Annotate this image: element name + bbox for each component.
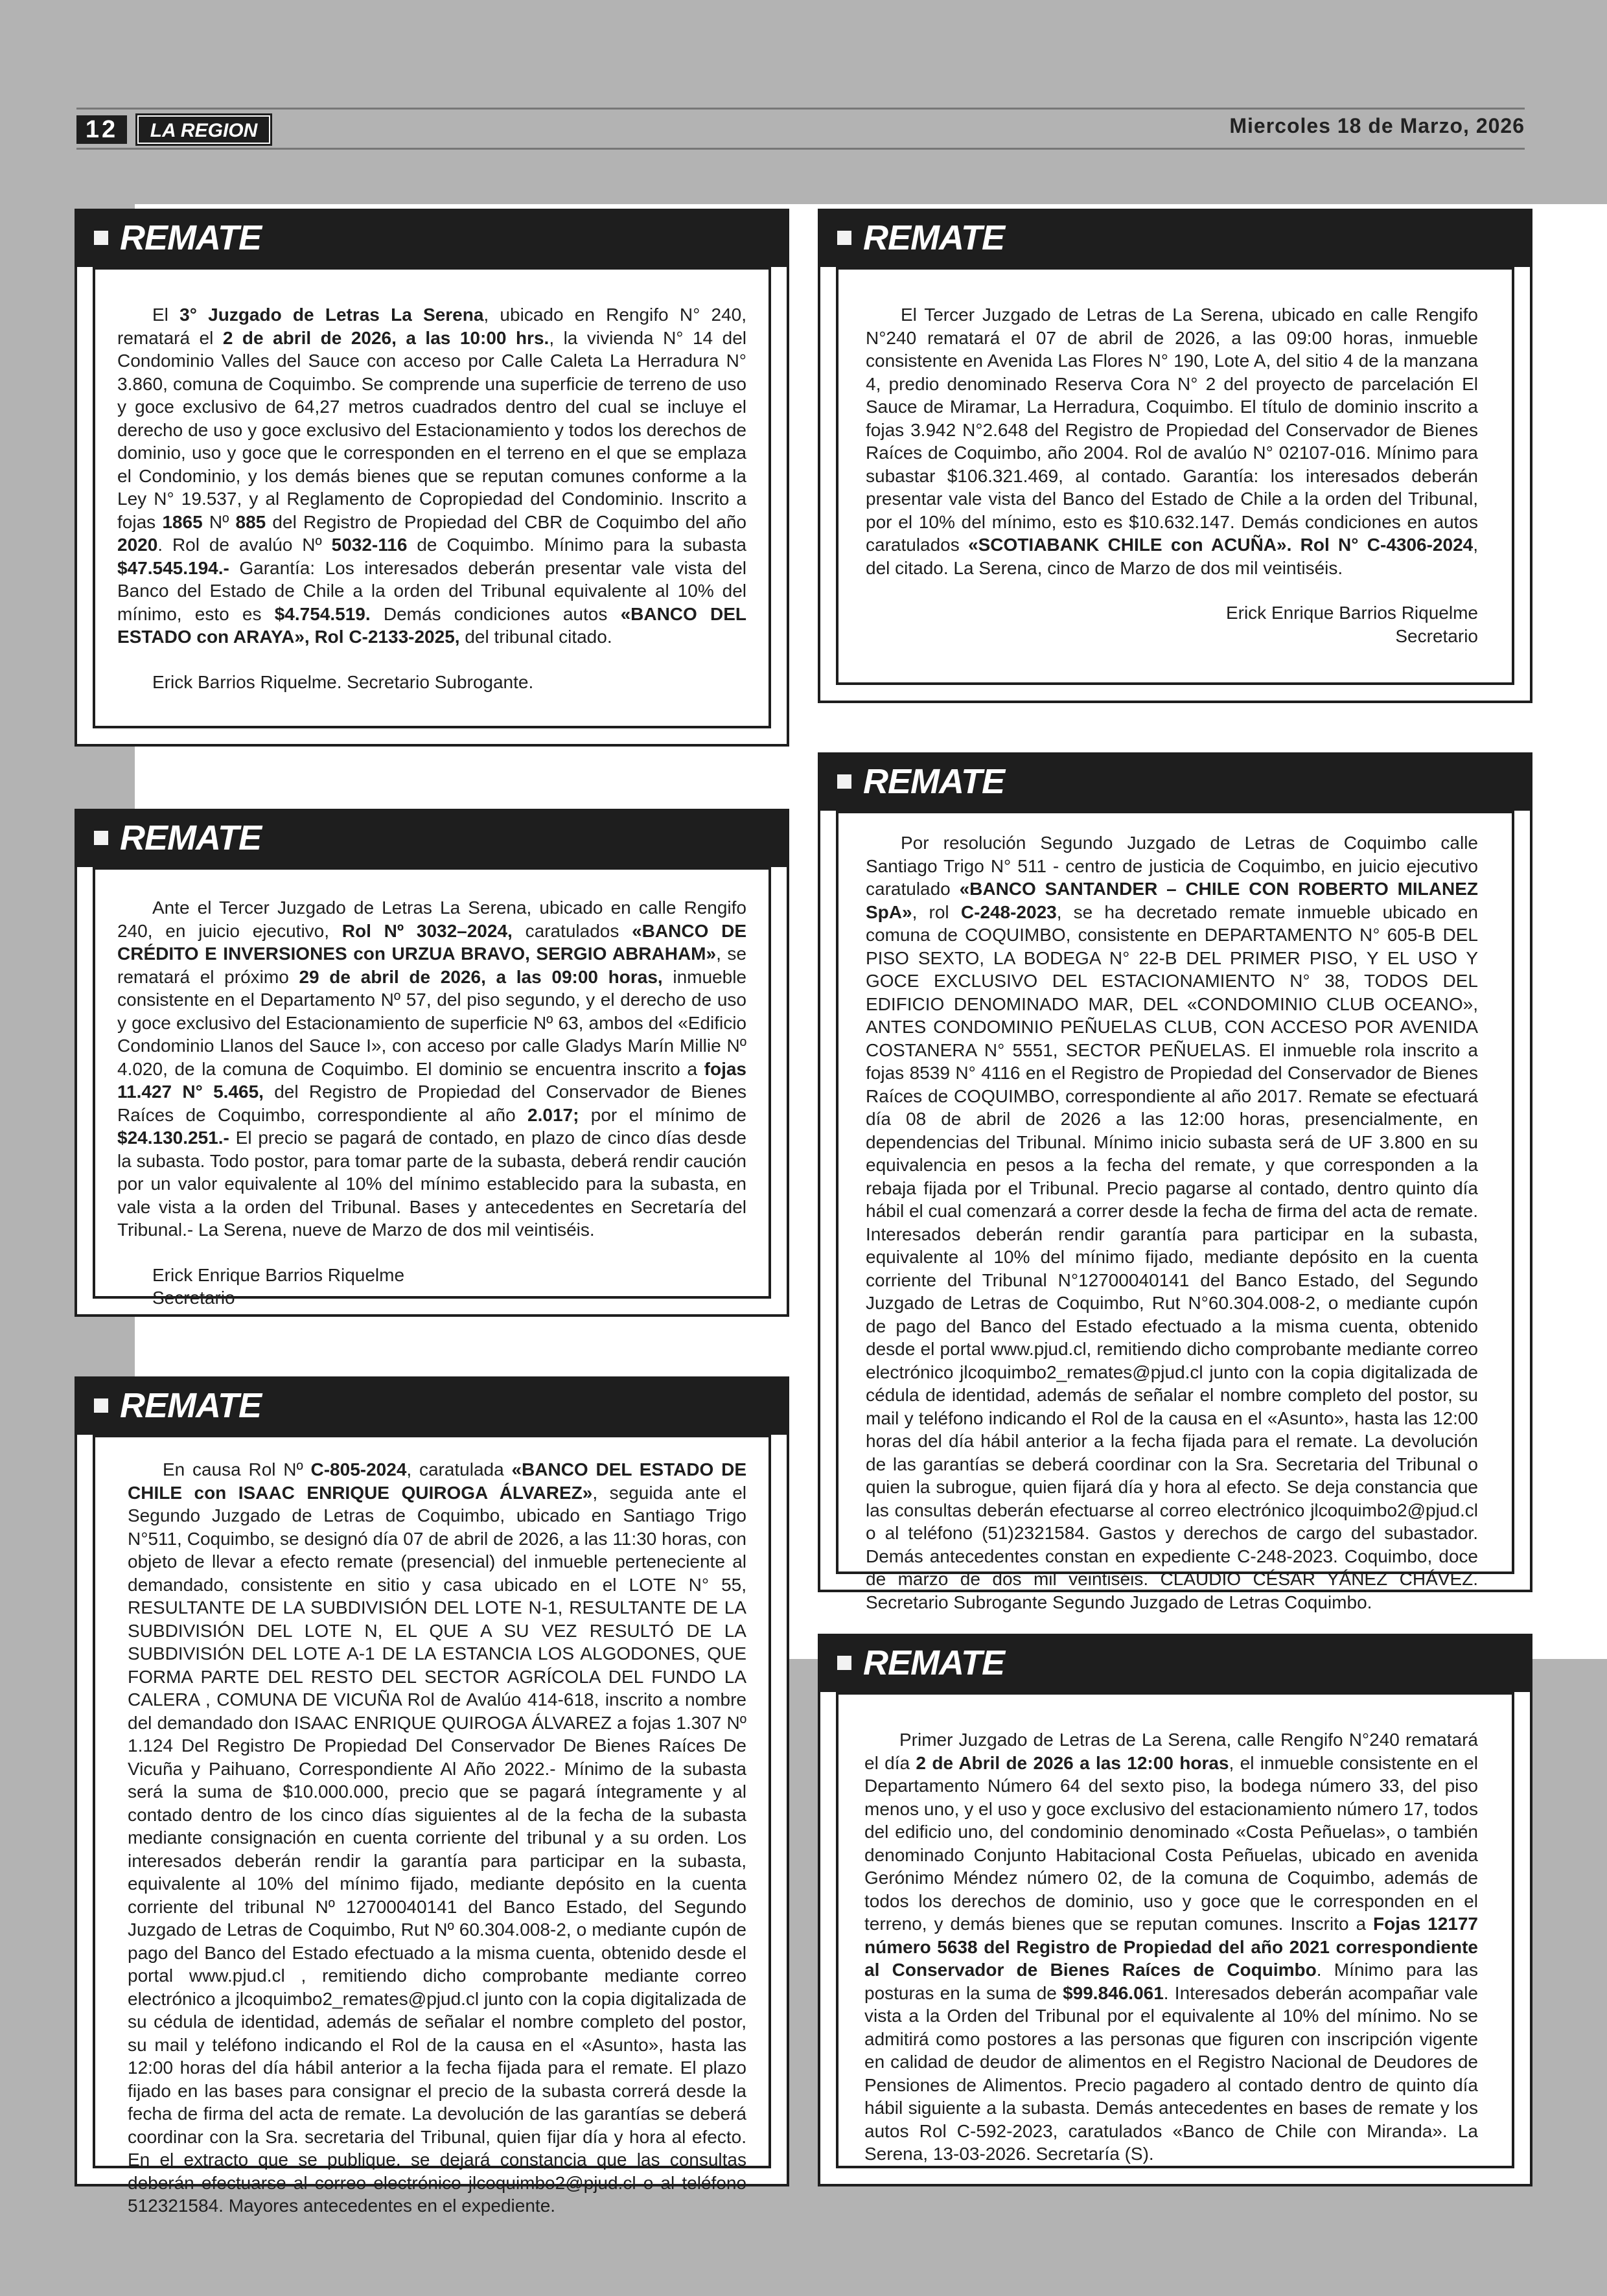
publication-logo: LA REGION [137,115,270,144]
notice-bold-text: C-805-2024 [310,1459,407,1479]
notice-body [864,1728,1478,2166]
notice-title: REMATE [863,218,1004,257]
notice-remate-4 [818,752,1532,1612]
signature-line: Secretario [152,1288,235,1308]
notice-body [128,1458,746,2218]
notice-paragraph [866,831,1478,1614]
notice-text: del tribunal citado. [459,627,612,647]
notice-bold-text: C-248-2023 [960,901,1057,922]
notice-signature [117,1264,746,1310]
notice-bold-text: 29 de abril de 2026, a las 09:00 horas, [299,966,663,987]
notice-text: por el mínimo de [579,1104,746,1125]
notice-remate-1 [75,209,789,747]
notice-title: REMATE [863,1643,1004,1682]
notice-text: En causa Rol Nº [163,1459,311,1479]
signature-line: Secretario [1395,625,1478,646]
notice-signature [117,671,746,694]
notice-bold-text: «SCOTIABANK CHILE con ACUÑA». Rol N° C-4306-2024 [968,535,1474,555]
notice-header [75,809,789,867]
notice-text: , rol [912,901,961,922]
notice-bold-text: fojas 11.427 N° 5.465, [117,1058,746,1102]
notice-header [818,1634,1532,1692]
notice-bold-text: $4.754.519. [274,603,371,624]
notice-paragraph [128,1458,746,2218]
notice-text: , el inmueble consistente en el Departamento Número 64 del sexto piso, la bodega número 33, del piso menos uno, y el uso y goce exclusivo del estacionamiento número 17, todos del edificio uno, del condominio denominado «Costa Peñuelas», o también denominado Conjunto Habitacional Costa Peñuelas, ubicado en avenida Gerónimo Méndez número 02, de la comuna de Coquimbo, además de todos los derechos de dominio, uso y goce que le corresponden en el terreno, y demás bienes que se reputan comunes. Inscrito a [864,1752,1479,1934]
notice-text: . Rol de avalúo Nº [157,535,332,555]
notice-body [117,896,746,1310]
notice-remate-6 [818,1634,1532,2186]
notice-paragraph [866,303,1478,579]
notice-text: El [152,305,180,325]
notice-text: Garantía: Los interesados deberán presentar vale vista del Banco del Estado de Chile a la orden del Tribunal equivalente al 10% del mínimo, esto es [117,557,746,624]
notice-text: . Interesados deberán acompañar vale vista a la Orden del Tribunal por el equivalente al 10% del mínimo. No se admitirá como postores a las personas que figuren con inscripción vigente en calidad de deudor de alimentos en el Registro Nacional de Deudores de Pensiones de Alimentos. Precio pagadero al contado dentro de quinto día hábil siguiente a la subasta. Demás antecedentes en bases de remate y los autos Rol C-592-2023, caratulados «Banco de Chile con Miranda». La Serena, 13-03-2026. Secretaría (S). [864,1982,1478,2164]
notice-title: REMATE [863,762,1004,801]
bullet-square-icon [837,774,851,789]
header-rule-top [76,108,1525,110]
notice-text: del Registro de Propiedad del CBR de Coquimbo del año [266,511,746,532]
notice-bold-text: «BANCO DEL ESTADO DE CHILE con ISAAC ENRIQUE QUIROGA ÁLVAREZ» [128,1459,746,1503]
notice-bold-text: Fojas 12177 número 5638 del Registro de Propiedad del año 2021 correspondiente al Conservador de Bienes Raíces de Coquimbo [864,1914,1478,1980]
notice-bold-text: 3° Juzgado de Letras La Serena [179,305,484,325]
notice-bold-text: 2 de abril de 2026, a las 10:00 hrs. [222,327,549,348]
signature-line: Erick Enrique Barrios Riquelme [152,1264,405,1285]
notice-remate-5 [75,1376,789,2216]
notice-text: Nº [202,511,236,532]
notice-title: REMATE [120,1386,261,1425]
notice-header [75,209,789,267]
notice-text: , ubicado en Rengifo N° 240, rematará el [117,305,747,348]
notice-bold-text: $24.130.251.- [117,1128,229,1148]
notice-bold-text: $47.545.194.- [117,557,229,578]
notice-text: , del citado. La Serena, cinco de Marzo de dos mil veintiséis. [866,535,1478,578]
notice-bold-text: 2 de Abril de 2026 a las 12:00 horas [916,1752,1229,1773]
notice-text: Por resolución Segundo Juzgado de Letras de Coquimbo calle Santiago Trigo N° 511 - centro de justicia de Coquimbo, en juicio ejecutivo caratulado [866,833,1478,899]
notice-bold-text: Rol Nº 3032–2024, [341,920,513,941]
scan-background-top [0,0,1607,204]
notice-body [866,303,1478,647]
notice-paragraph [117,896,746,1242]
notice-header [818,752,1532,811]
notice-text: de Coquimbo. Mínimo para la subasta [407,535,747,555]
notice-bold-text: «BANCO SANTANDER – CHILE CON ROBERTO MILANEZ SpA» [866,879,1478,922]
notice-remate-2 [818,209,1532,703]
notice-text: , se rematará el próximo [117,944,747,987]
bullet-square-icon [837,1656,851,1670]
signature-line: Erick Barrios Riquelme. Secretario Subrogante. [152,671,534,692]
notice-text: del Registro de Propiedad del Conservador de Bienes Raíces de Coquimbo, correspondiente al año [117,1082,746,1125]
notice-text: . Mínimo para las posturas en la suma de [864,1960,1478,2003]
notice-header [75,1376,789,1435]
notice-bold-text: «BANCO DE CRÉDITO E INVERSIONES con URZUA BRAVO, SERGIO ABRAHAM» [117,920,747,964]
notice-text: caratulados [512,920,632,941]
notice-remate-3 [75,809,789,1317]
notice-signature [866,601,1478,647]
notice-text: inmueble consistente en el Departamento Nº 57, del piso segundo, y el derecho de uso y goce exclusivo del Estacionamiento de superficie Nº 63, ambos del «Edificio Condominio Llanos del Sauce I», con acceso por calle Gladys Marín Millie Nº 4.020, de la comuna de Coquimbo. El dominio se encuentra inscrito a [117,966,746,1079]
notice-bold-text: 5032-116 [331,535,408,555]
notice-bold-text: «BANCO DEL ESTADO con ARAYA», Rol C-2133-2025, [117,603,747,647]
notice-bold-text: $99.846.061 [1063,1982,1164,2003]
header-rule-bottom [76,148,1525,150]
notice-text: , la vivienda N° 14 del Condominio Valles del Sauce con acceso por Calle Caleta La Herradura N° 3.860, comuna de Coquimbo. Se comprende una superficie de terreno de uso y goce exclusivo de 64,27 metros cuadrados dentro del cual se incluye el derecho de uso y goce exclusivo del Estacionamiento y todos los derechos de dominio, uso y goce que le corresponden en el terreno en el que se emplaza el Condominio, y los demás bienes que se reputan comunes conforme a la Ley N° 19.537, y al Reglamento de Copropiedad del Condominio. Inscrito a fojas [117,327,746,532]
notice-text: Demás condiciones autos [370,603,621,624]
notice-text: El Tercer Juzgado de Letras de La Serena, ubicado en calle Rengifo N°240 rematará el 07 de abril de 2026, a las 09:00 horas, inmueble consistente en Avenida Las Flores N° 190, Lote A, del sitio 4 de la manzana 4, predio denominado Reserva Cora N° 2 del proyecto de parcelación El Sauce de Miramar, La Herradura, Coquimbo. El título de dominio inscrito a fojas 3.942 N°2.648 del Registro de Propiedad del Conservador de Bienes Raíces de Coquimbo, año 2004. Rol de avalúo N° 02107-016. Mínimo para subastar $106.321.469, al contado. Garantía: los interesados deberán presentar vale vista del Banco del Estado de Chile a la orden del Tribunal, por el 10% del mínimo, esto es $10.632.147. Demás condiciones en autos caratulados [866,305,1478,555]
notice-text: Ante el Tercer Juzgado de Letras La Serena, ubicado en calle Rengifo 240, en juicio ejecutivo, [117,898,746,941]
notice-bold-text: 2020 [117,535,158,555]
publication-date: Miercoles 18 de Marzo, 2026 [1229,114,1525,137]
notice-bold-text: 2.017; [527,1104,579,1125]
notice-text: , caratulada [406,1459,512,1479]
notice-text: Primer Juzgado de Letras de La Serena, calle Rengifo N°240 rematará el día [864,1730,1478,1773]
notice-text: , se ha decretado remate inmueble ubicado en comuna de COQUIMBO, consistente en DEPARTAMENTO N° 605-B DEL PISO SEXTO, LA BODEGA N° 22-B DEL PRIMER PISO, Y EL USO Y GOCE EXCLUSIVO DEL ESTACIONAMIENTO N° 38, TODOS DEL EDIFICIO DENOMINADO MAR, DEL «CONDOMINIO CLUB OCEANO», ANTES CONDOMINIO PEÑUELAS CLUB, CON ACCESO POR AVENIDA COSTANERA N° 5551, SECTOR PEÑUELAS. El inmueble rola inscrito a fojas 8539 N° 4116 en el Registro de Propiedad del Conservador de Bienes Raíces de COQUIMBO, correspondiente al año 2017. Remate se efectuará día 08 de abril de 2026 a las 12:00 horas, presencialmente, en dependencias del Tribunal. Mínimo inicio subasta será de UF 3.800 en su equivalencia en pesos a la fecha del remate, y que corresponden a la rebaja fijada por el Tribunal. Precio pagarse al contado, dentro quinto día hábil el cual comenzará a correr desde la fecha de firma del acta de remate. Interesados deberán rendir garantía para participar en la subasta, equivalente al 10% del mínimo fijado, mediante depósito en la cuenta corriente del Tribunal N°12700040141 del Banco Estado, del Segundo Juzgado de Letras de Coquimbo, Rut N°60.304.008-2, o mediante cupón de pago del Banco del Estado efectuado a la misma cuenta, obtenido desde el portal www.pjud.cl, remitiendo dicho comprobante mediante correo electrónico jlcoquimbo2_remates@pjud.cl junto con la copia digitalizada de cédula de identidad, además de señalar el nombre completo del postor, su mail y teléfono indicando el Rol de la causa en el «Asunto», hasta las 12:00 horas del día hábil anterior a la fecha fijada para el remate. La devolución de las garantías se deberá coordinar con la Sra. Secretaria del Tribunal o quien la subrogue, quien fijará día y hora al efecto. Se deja constancia que las consultas deberán efectuarse al correo electrónico jlcoquimbo2@pjud.cl o al teléfono (51)2321584. Gastos y derechos de cargo del subastador. Demás antecedentes constan en expediente C-248-2023. Coquimbo, doce de marzo de dos mil veintiséis. CLAUDIO CÉSAR YÁNEZ CHÁVEZ. Secretario Subrogante Segundo Juzgado de Letras Coquimbo. [866,901,1478,1612]
notice-body [866,831,1478,1614]
signature-line: Erick Enrique Barrios Riquelme [1225,603,1478,623]
bullet-square-icon [837,231,851,245]
notice-title: REMATE [120,818,261,857]
notice-header [818,209,1532,267]
notice-bold-text: 885 [235,511,266,532]
bullet-square-icon [94,1398,108,1413]
bullet-square-icon [94,231,108,245]
notice-paragraph [864,1728,1478,2166]
bullet-square-icon [94,831,108,845]
notice-title: REMATE [120,218,261,257]
page-number: 12 [76,115,127,144]
notice-text: El precio se pagará de contado, en plazo de cinco días desde la subasta. Todo postor, para tomar parte de la subasta, deberá rendir caución por un valor equivalente al 10% del mínimo establecido para la subasta, en vale vista a la orden del Tribunal. Bases y antecedentes en Secretaría del Tribunal.- La Serena, nueve de Marzo de dos mil veintiséis. [117,1128,746,1240]
notice-bold-text: 1865 [162,511,203,532]
notice-body [117,303,746,693]
notice-paragraph [117,303,746,649]
notice-text: , seguida ante el Segundo Juzgado de Letras de Coquimbo, ubicado en Santiago Trigo N°511, Coquimbo, se designó día 07 de abril de 2026, a las 11:30 horas, con objeto de llevar a efecto remate (presencial) del inmueble perteneciente al demandado, consistente en sitio y casa ubicado en el LOTE N° 55, RESULTANTE DE LA SUBDIVISIÓN DEL LOTE N-1, RESULTANTE DE LA SUBDIVISIÓN DEL LOTE N, EL QUE A SU VEZ RESULTÓ DE LA SUBDIVISIÓN DEL LOTE A-1 DE LA ESTANCIA LOS ALGODONES, QUE FORMA PARTE DEL RESTO DEL SECTOR AGRÍCOLA DEL FUNDO LA CALERA , COMUNA DE VICUÑA Rol de Avalúo 414-618, inscrito a nombre del demandado don ISAAC ENRIQUE QUIROGA ÁLVAREZ a fojas 1.307 Nº 1.124 Del Registro De Propiedad Del Conservador De Bienes Raíces De Vicuña y Paihuano, Correspondiente Al Año 2022.- Mínimo de la subasta será la suma de $10.000.000, precio que se pagará íntegramente y al contado dentro de los cinco días siguientes al de la fecha de la subasta mediante consignación en cuenta corriente del tribunal y a su orden. Los interesados deberán rendir la garantía para participar en la subasta, equivalente al 10% del mínimo fijado, mediante depósito en la cuenta corriente del tribunal Nº 12700040141 del Banco Estado, del Segundo Juzgado de Letras de Coquimbo, Rut Nº 60.304.008-2, o mediante cupón de pago del Banco del Estado efectuado a la misma cuenta, obtenido desde el portal www.pjud.cl , remitiendo dicho comprobante mediante correo electrónico a jlcoquimbo2_remates@pjud.cl junto con la copia digitalizada de su cédula de identidad, además de señalar el nombre completo del postor, su mail y teléfono indicando el Rol de la causa en el «Asunto», hasta las 12:00 horas del día hábil anterior a la fecha fijada para el remate. El plazo fijado en las bases para consignar el precio de la subasta correrá desde la fecha de firma del acta de remate. La devolución de las garantías se deberá coordinar con la Sra. secretaria del Tribunal, quien fijar día y hora al efecto. En el extracto que se publique, se dejará constancia que las consultas deberán efectuarse al correo electrónico jlcoquimbo2@pjud.cl o al teléfono 512321584. Mayores antecedentes en el expediente. [128,1482,746,2216]
